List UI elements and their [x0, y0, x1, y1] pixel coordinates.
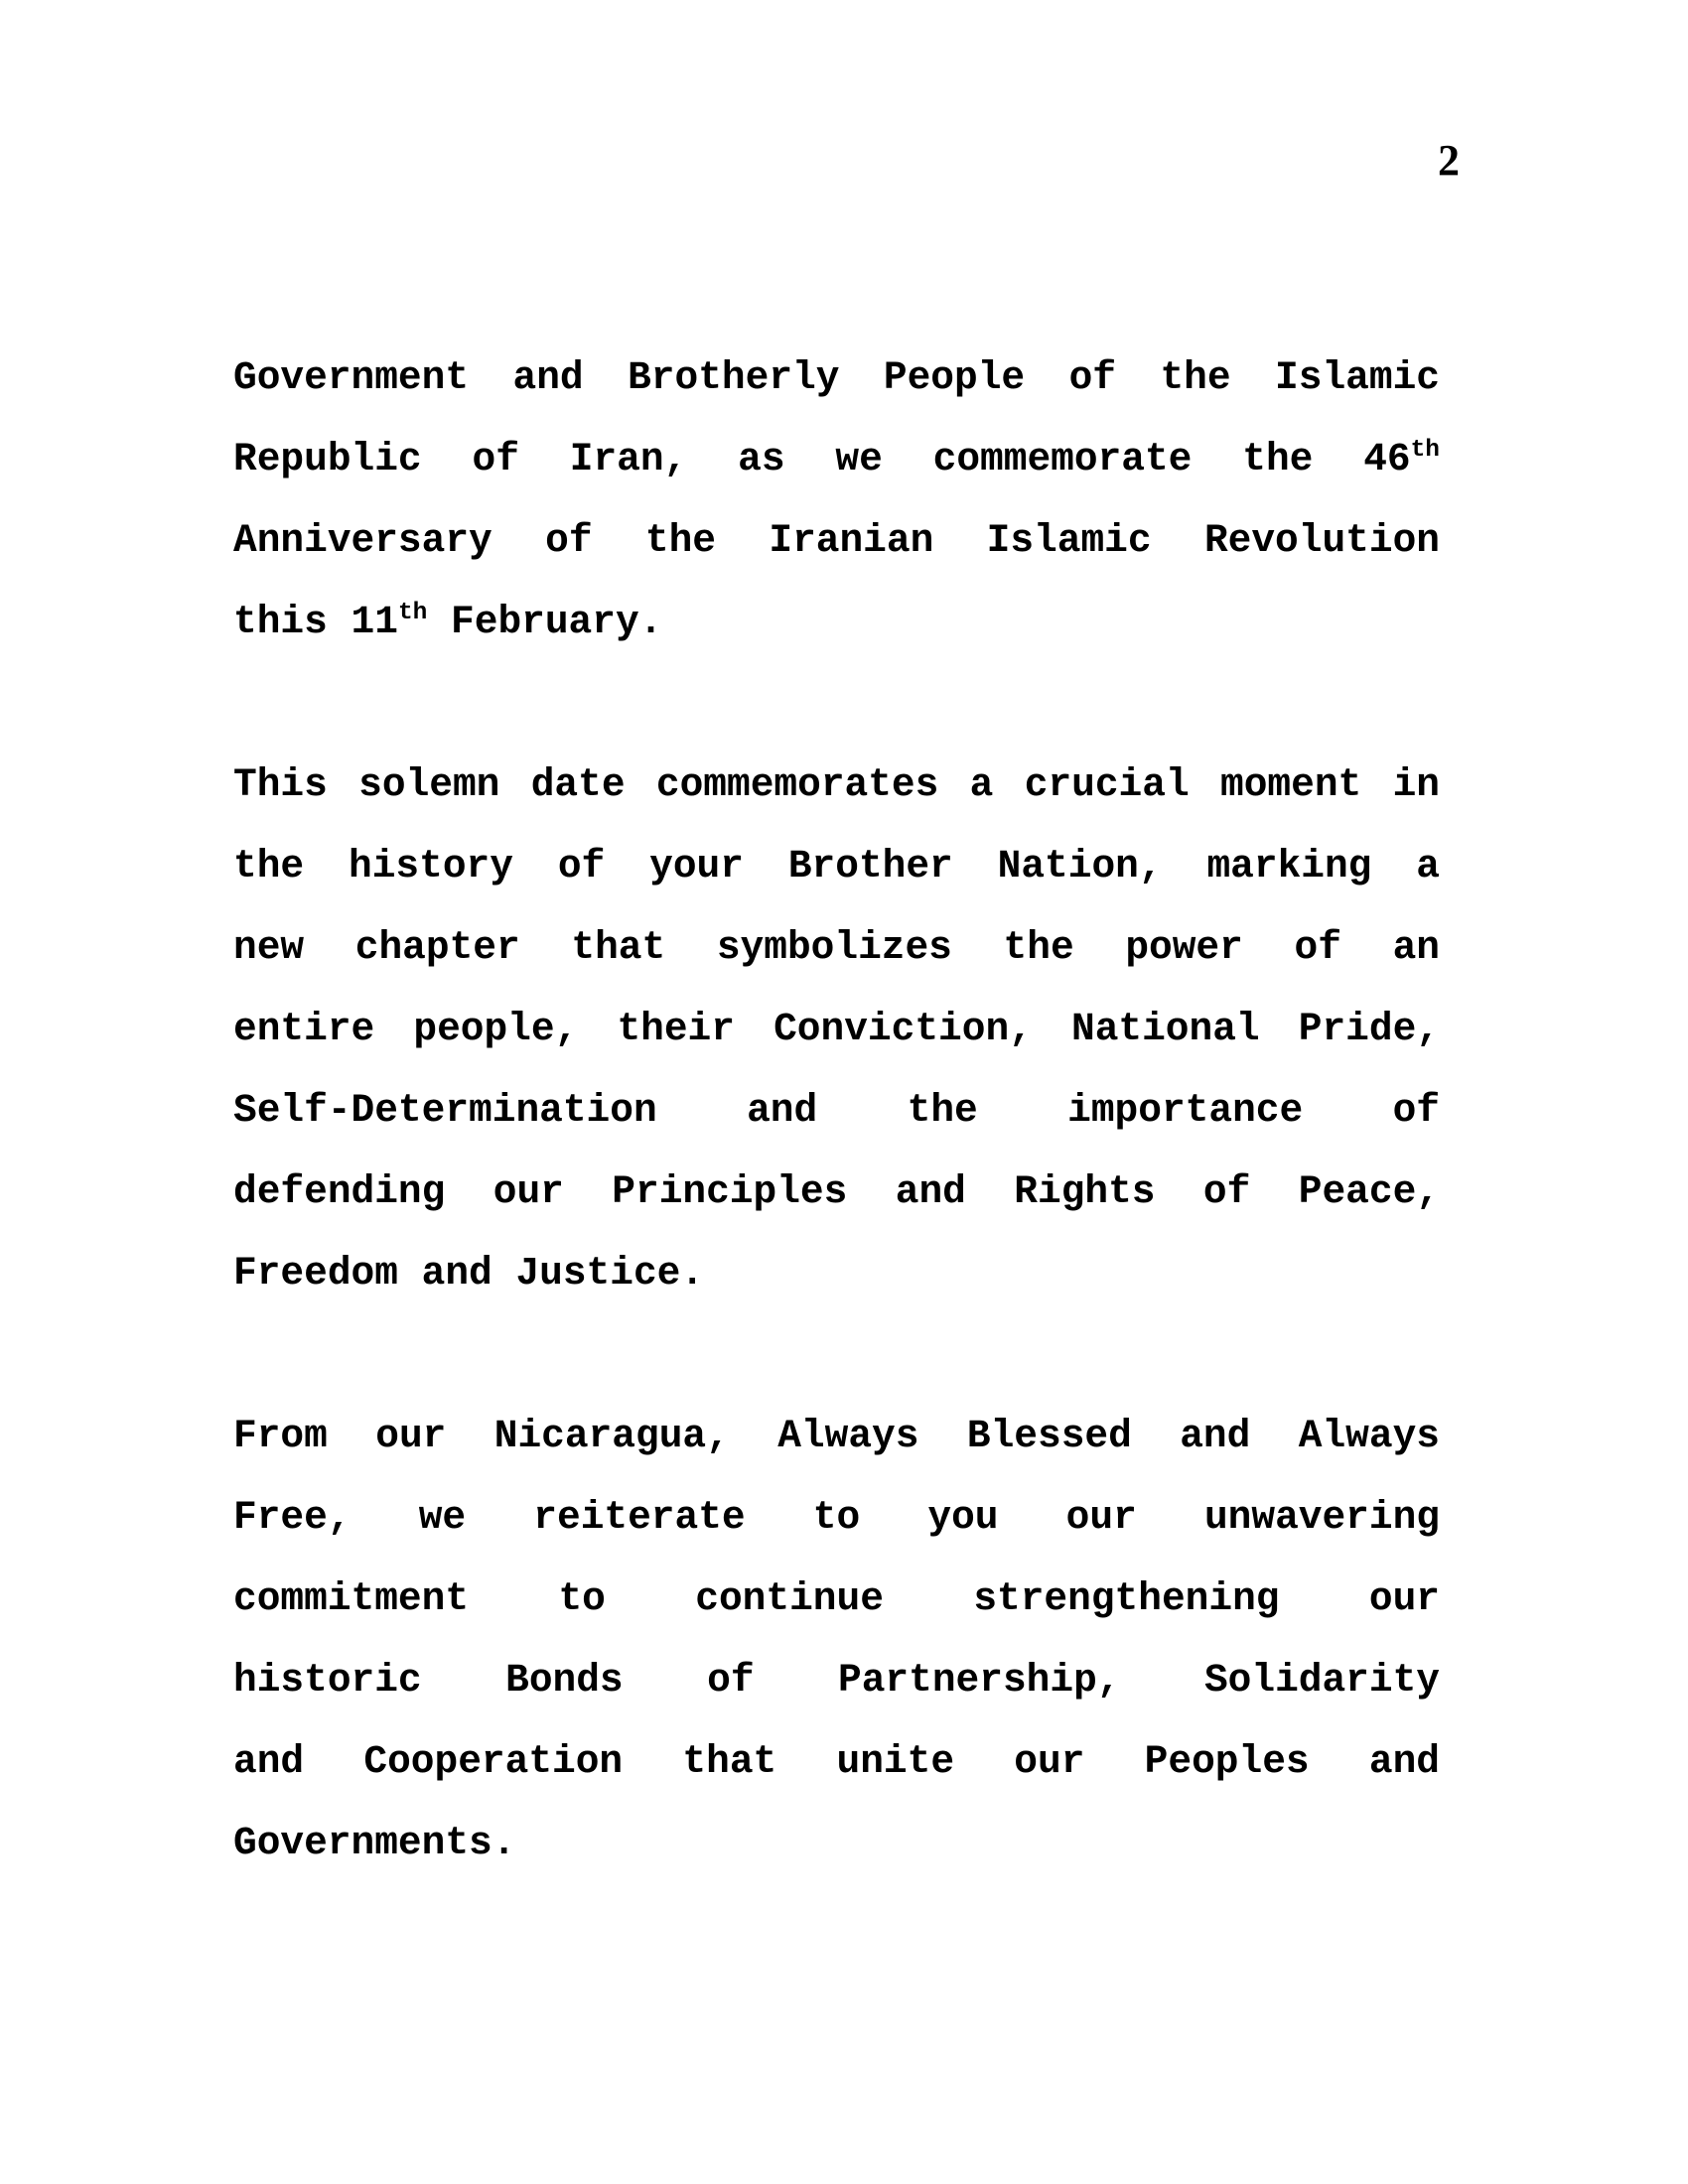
line-text-tail: February. [427, 600, 663, 644]
text-line: Self-Determination and the importance of [233, 1088, 1440, 1133]
text-line: Freedom and Justice. [233, 1251, 705, 1296]
paragraph-1 [233, 338, 1440, 663]
text-line: Government and Brotherly People of the Islamic [233, 355, 1440, 400]
text-line: new chapter that symbolizes the power of an [233, 925, 1440, 970]
text-line: historic Bonds of Partnership, Solidarity [233, 1658, 1440, 1703]
line-text: Republic of Iran, as we commemorate the 46 [233, 437, 1411, 481]
text-line: entire people, their Conviction, National Pride, [233, 1007, 1440, 1051]
paragraph-3 [233, 1396, 1440, 1884]
page-number: 2 [1438, 136, 1460, 185]
text-line [233, 582, 1440, 663]
text-line: Anniversary of the Iranian Islamic Revolution [233, 518, 1440, 563]
line-text: this 11 [233, 600, 398, 644]
text-line: defending our Principles and Rights of Peace, [233, 1169, 1440, 1214]
text-line: commitment to continue strengthening our [233, 1576, 1440, 1621]
text-line: the history of your Brother Nation, marking a [233, 844, 1440, 888]
text-line: and Cooperation that unite our Peoples and [233, 1739, 1440, 1784]
ordinal-suffix: th [397, 599, 428, 626]
text-line [233, 419, 1440, 500]
text-line: This solemn date commemorates a crucial moment in [233, 762, 1440, 807]
text-line: Governments. [233, 1821, 516, 1865]
text-line: Free, we reiterate to you our unwavering [233, 1495, 1440, 1540]
paragraph-2 [233, 745, 1440, 1314]
ordinal-suffix: th [1410, 436, 1440, 464]
text-line: From our Nicaragua, Always Blessed and Always [233, 1414, 1440, 1458]
document-body [233, 338, 1440, 1884]
